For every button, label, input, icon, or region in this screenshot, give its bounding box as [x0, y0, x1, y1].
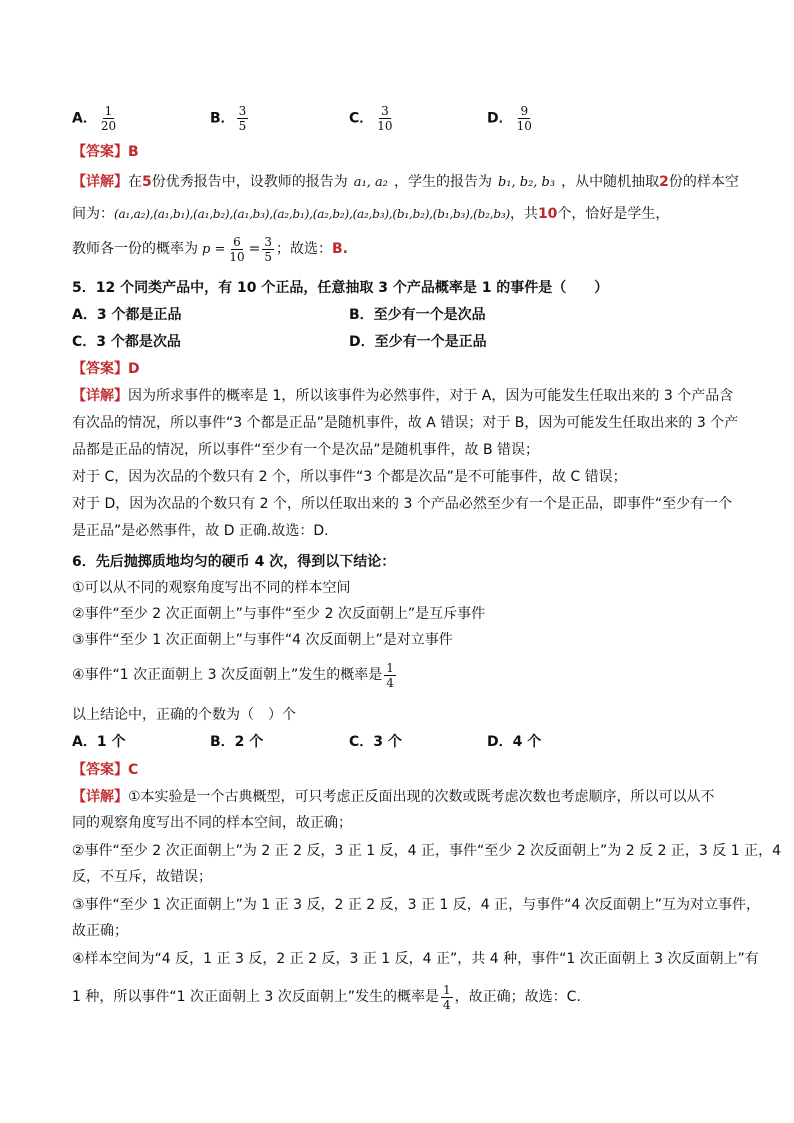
fraction [441, 983, 453, 1012]
fraction [384, 661, 396, 690]
fraction [99, 104, 118, 133]
q5-detail-line-1 [72, 385, 733, 407]
numerator: 1 [386, 660, 394, 675]
text: 在 [128, 174, 142, 190]
q6-conclusion-1: ①可以从不同的观察角度写出不同的样本空间 [72, 580, 351, 596]
q6-conclusion-2: ②事件“至少 2 次正面朝上”与事件“至少 2 次反面朝上”是互斥事件 [72, 606, 486, 622]
text: 教师各一份的概率为 [72, 241, 198, 257]
q4-answer [72, 141, 139, 163]
denominator: 4 [443, 997, 451, 1012]
option-label: D． [487, 110, 513, 127]
q6-detail-line-2: 同的观察角度写出不同的样本空间，故正确； [72, 815, 352, 831]
q5-answer [72, 358, 140, 380]
number: 2 [659, 174, 669, 190]
q6-stem: 6．先后抛掷质地均匀的硬币 4 次，得到以下结论： [72, 554, 396, 570]
student-set: b₁, b₂, b₃ [497, 175, 556, 190]
q6-detail-line-6: 故正确； [72, 923, 128, 939]
q4-option-b [210, 104, 250, 133]
q4-option-d [487, 104, 536, 133]
text: ，从中随机抽取 [561, 174, 660, 190]
number: 5 [142, 174, 152, 190]
q6-option-d: D．4 个 [487, 734, 542, 750]
text: 份优秀报告中，设教师的报告为 [151, 174, 348, 190]
q5-stem: 5．12 个同类产品中，有 10 个正品，任意抽取 3 个产品概率是 1 的事件是（ ） [72, 280, 609, 296]
detail-tag: 【详解】 [72, 789, 128, 805]
q4-option-a [72, 104, 120, 133]
q4-detail-line-3 [72, 234, 348, 265]
numerator: 6 [233, 234, 241, 249]
fraction [227, 235, 246, 264]
q6-conclusion-3: ③事件“至少 1 次正面朝上”与事件“4 次反面朝上”是对立事件 [72, 632, 453, 648]
q6-option-b: B．2 个 [210, 734, 264, 750]
detail-tag: 【详解】 [72, 388, 128, 404]
text: ，故正确；故选：C. [454, 989, 581, 1005]
q6-detail-line-7: ④样本空间为“4 反，1 正 3 反，2 正 2 反，3 正 1 反，4 正”，共 4 种，事件“1 次正面朝上 3 次反面朝上”有 [72, 951, 759, 967]
q5-detail-line-4: 对于 C，因为次品的个数只有 2 个，所以事件“3 个都是次品”是不可能事件，故 C 错误； [72, 469, 627, 485]
text: ；故选： [276, 241, 333, 257]
q6-conclusion-4 [72, 660, 398, 690]
numerator: 1 [443, 982, 451, 997]
numerator: 3 [381, 104, 389, 118]
q5-option-d: D．至少有一个是正品 [349, 334, 487, 350]
answer-tag: 【答案】 [72, 762, 128, 778]
prob-symbol: p = [202, 242, 226, 257]
numerator: 9 [520, 104, 529, 118]
q6-detail-line-3: ②事件“至少 2 次正面朝上”为 2 正 2 反，3 正 1 反，4 正，事件“至少 2 次反面朝上”为 2 反 2 正，3 反 1 正，4 [72, 843, 782, 859]
option-label: A． [72, 110, 97, 127]
answer-tag: 【答案】 [72, 361, 128, 377]
q6-detail-line-5: ③事件“至少 1 次正面朝上”为 1 正 3 反，2 正 2 反，3 正 1 反，4 正，与事件“4 次反面朝上”互为对立事件， [72, 897, 761, 913]
answer-value: C [128, 762, 139, 778]
text: 个，恰好是学生， [557, 206, 670, 222]
text: 间为： [72, 206, 114, 222]
q5-option-a: A．3 个都是正品 [72, 307, 182, 323]
answer-value: D [128, 361, 140, 377]
numerator: 3 [238, 104, 247, 118]
denominator: 4 [386, 675, 394, 690]
q6-question: 以上结论中，正确的个数为（ ）个 [72, 707, 296, 723]
fraction [515, 104, 534, 133]
q5-detail-line-6: 是正品”是必然事件，故 D 正确.故选：D. [72, 523, 329, 539]
answer-tag: 【答案】 [72, 144, 128, 160]
denominator: 10 [377, 119, 393, 133]
answer-value: B [128, 144, 139, 160]
q4-option-c [349, 104, 397, 133]
fraction [262, 235, 274, 264]
q5-detail-line-5: 对于 D，因为次品的个数只有 2 个，所以任取出来的 3 个产品必然至少有一个是正品，即事件“至少有一个 [72, 496, 733, 512]
choice: B. [332, 241, 349, 257]
equals-sign: = [248, 241, 261, 257]
q6-detail-line-1 [72, 786, 715, 808]
option-label: B． [210, 110, 235, 127]
fraction [375, 104, 394, 133]
denominator: 10 [516, 119, 532, 133]
text: ，学生的报告为 [393, 174, 492, 190]
option-label: C． [349, 110, 374, 127]
text: 份的样本空 [668, 174, 739, 190]
text: ④事件“1 次正面朝上 3 次反面朝上”发生的概率是 [72, 667, 383, 683]
q6-detail-line-4: 反，不互斥，故错误； [72, 869, 212, 885]
q4-detail-line-2 [72, 203, 669, 225]
denominator: 20 [100, 119, 117, 133]
q5-detail-line-2: 有次品的情况，所以事件“3 个都是正品”是随机事件，故 A 错误；对于 B，因为可能发生任取出来的 3 个产 [72, 415, 739, 431]
number: 10 [537, 206, 558, 222]
q5-option-b: B．至少有一个是次品 [349, 307, 486, 323]
numerator: 1 [104, 104, 113, 118]
sample-space: (a₁,a₂),(a₁,b₁),(a₁,b₂),(a₁,b₃),(a₂,b₁),(a₂,b₂),(a₂,b₃),(b₁,b₂),(b₁,b₃),(b₂,b₃) [114, 207, 510, 221]
denominator: 5 [264, 249, 273, 264]
text: ①本实验是一个古典概型，可只考虑正反面出现的次数或既考虑次数也考虑顺序，所以可以从不 [128, 789, 715, 805]
q6-option-a: A．1 个 [72, 734, 126, 750]
text: 1 种，所以事件“1 次正面朝上 3 次反面朝上”发生的概率是 [72, 989, 440, 1005]
detail-tag: 【详解】 [72, 174, 128, 190]
q6-detail-line-8 [72, 982, 581, 1012]
q5-option-c: C．3 个都是次品 [72, 334, 181, 350]
numerator: 3 [264, 234, 273, 249]
text: 因为所求事件的概率是 1，所以该事件为必然事件，对于 A，因为可能发生任取出来的 3 个产品含 [128, 388, 734, 404]
q6-option-c: C．3 个 [349, 734, 402, 750]
q5-detail-line-3: 品都是正品的情况，所以事件“至少有一个是次品”是随机事件，故 B 错误； [72, 442, 540, 458]
fraction [237, 104, 249, 133]
denominator: 5 [238, 119, 247, 133]
q6-answer [72, 759, 138, 781]
q4-detail-line-1 [72, 171, 739, 194]
teacher-set: a₁, a₂ [353, 175, 388, 190]
denominator: 10 [229, 249, 245, 264]
text: ，共 [509, 206, 538, 222]
